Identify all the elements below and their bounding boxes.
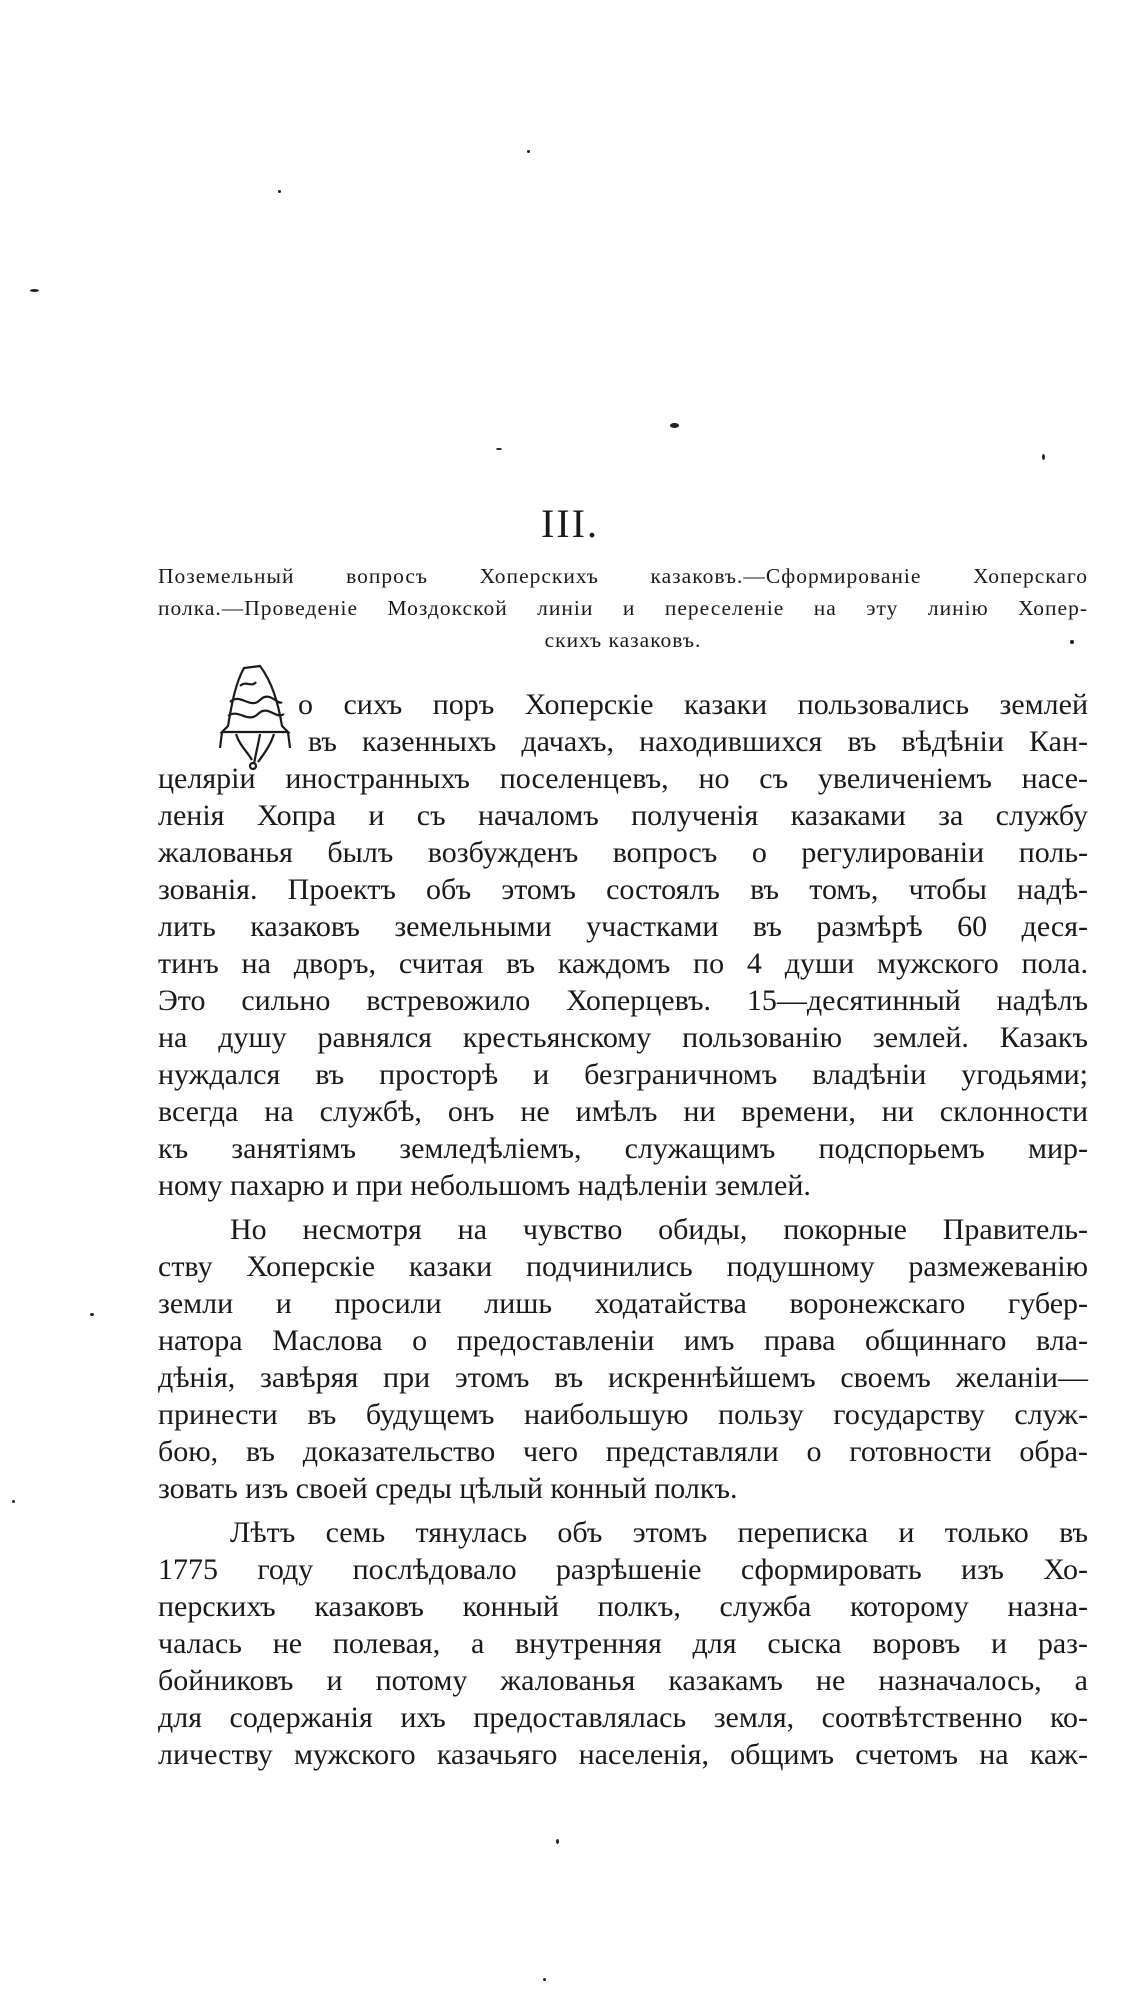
paragraph: [158, 1211, 1088, 1507]
text-line: зованія. Проектъ объ этомъ состоялъ въ томъ, чтобы надѣ-: [158, 873, 1088, 906]
text-line: ленія Хопра и съ началомъ полученія казаками за службу: [158, 799, 1088, 832]
text-line: дѣнія, завѣряя при этомъ въ искреннѣйшемъ своемъ желаніи—: [158, 1361, 1088, 1394]
scan-speck: [90, 1313, 94, 1316]
text-line: на душу равнялся крестьянскому пользованію землей. Казакъ: [158, 1021, 1088, 1054]
scan-speck: [670, 423, 679, 428]
text-line: нуждался въ просторѣ и безграничномъ владѣніи угодьями;: [158, 1058, 1088, 1091]
text-line: личеству мужского казачьяго населенія, общимъ счетомъ на каж-: [158, 1738, 1088, 1771]
text-line: для содержанія ихъ предоставлялась земля, соотвѣтственно ко-: [158, 1701, 1088, 1734]
text-line: ству Хоперскіе казаки подчинились подушному размежеванію: [158, 1250, 1088, 1283]
text-line: Лѣтъ семь тянулась объ этомъ переписка и только въ: [230, 1516, 1088, 1549]
chapter-summary-line: скихъ казаковъ.: [544, 628, 702, 652]
text-line: зовать изъ своей среды цѣлый конный полкъ.: [158, 1472, 738, 1505]
chapter-number: III.: [541, 501, 599, 546]
text-line: въ казенныхъ дачахъ, находившихся въ вѣдѣніи Кан-: [308, 725, 1088, 758]
scan-speck: [278, 190, 281, 193]
text-line: натора Маслова о предоставленіи имъ права общиннаго вла-: [158, 1324, 1088, 1357]
paragraph: [158, 1514, 1088, 1773]
chapter-summary-line: полка.—Проведеніе Моздокской линіи и переселеніе на эту линію Хопер-: [158, 596, 1088, 620]
text-line: о сихъ поръ Хоперскіе казаки пользовались землей: [298, 688, 1088, 721]
scan-speck: [556, 1839, 559, 1844]
scan-speck: [12, 1500, 15, 1503]
text-line: лить казаковъ земельными участками въ размѣрѣ 60 деся-: [158, 910, 1088, 943]
chapter-summary-line: Поземельный вопросъ Хоперскихъ казаковъ.—Сформированіе Хоперскаго: [158, 564, 1088, 588]
scan-speck: [30, 289, 39, 292]
text-line: Это сильно встревожило Хоперцевъ. 15—десятинный надѣлъ: [158, 984, 1088, 1017]
text-line: чалась не полевая, а внутренняя для сыска воровъ и раз-: [158, 1627, 1088, 1660]
text-line: жалованья былъ возбужденъ вопросъ о регулированіи поль-: [158, 836, 1088, 869]
scan-speck: [543, 1978, 546, 1981]
text-line: бойниковъ и потому жалованья казакамъ не назначалось, а: [158, 1664, 1088, 1697]
text-line: всегда на службѣ, онъ не имѣлъ ни времени, ни склонности: [158, 1095, 1088, 1128]
ornamental-initial-d-icon: [216, 662, 296, 772]
scan-speck: [527, 150, 530, 153]
text-line: перскихъ казаковъ конный полкъ, служба которому назна-: [158, 1590, 1088, 1623]
text-line: земли и просили лишь ходатайства воронежскаго губер-: [158, 1287, 1088, 1320]
text-line: къ занятіямъ земледѣліемъ, служащимъ подспорьемъ мир-: [158, 1132, 1088, 1165]
scan-speck: [1042, 454, 1045, 460]
text-line: Но несмотря на чувство обиды, покорные Правитель-: [230, 1213, 1088, 1246]
chapter-summary: [158, 560, 1088, 656]
text-line: бою, въ доказательство чего представляли о готовности обра-: [158, 1435, 1088, 1468]
body-text: [158, 686, 1088, 1780]
text-line: 1775 году послѣдовало разрѣшеніе сформировать изъ Хо-: [158, 1553, 1088, 1586]
text-line: тинъ на дворъ, считая въ каждомъ по 4 души мужского пола.: [158, 947, 1088, 980]
text-line: целяріи иностранныхъ поселенцевъ, но съ увеличеніемъ насе-: [158, 762, 1088, 795]
scan-speck: [496, 448, 502, 450]
paragraph: [158, 686, 1088, 1204]
text-line: ному пахарю и при небольшомъ надѣленіи землей.: [158, 1169, 811, 1202]
text-line: принести въ будущемъ наибольшую пользу государству служ-: [158, 1398, 1088, 1431]
